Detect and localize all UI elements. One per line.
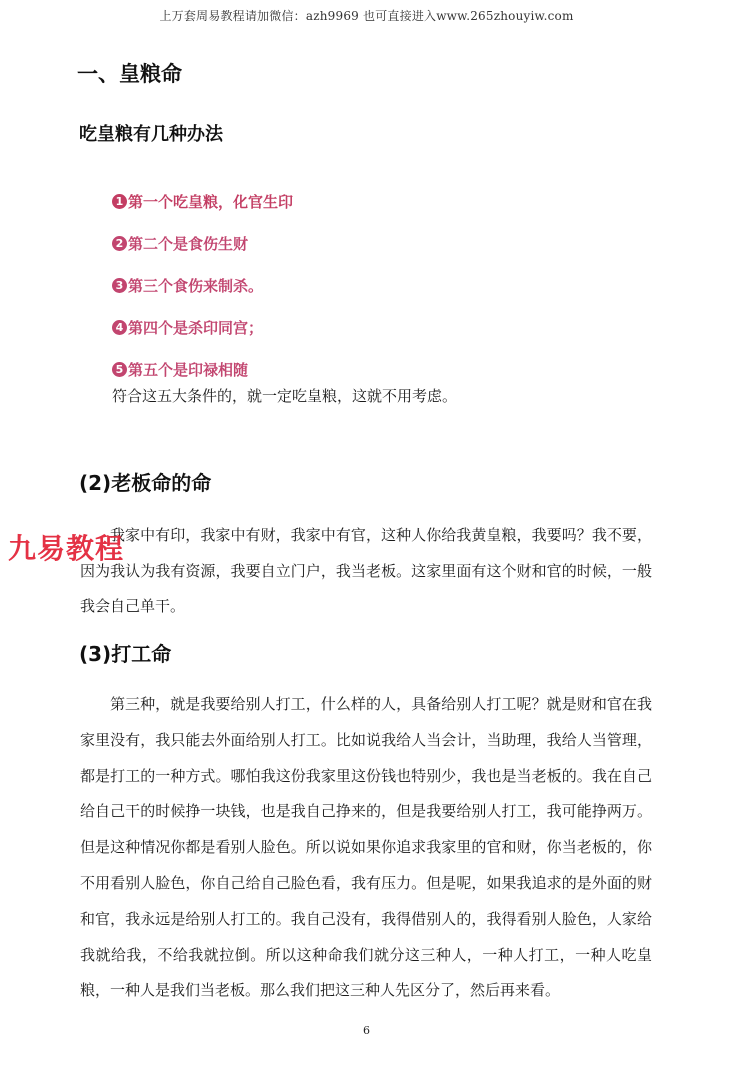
method-item: [112, 222, 293, 264]
circled-number-icon: 4: [112, 320, 127, 335]
section-heading-worker: (3)打工命: [79, 642, 172, 666]
watermark-logo: 九易教程: [8, 532, 125, 565]
method-text: 第一个吃皇粮，化官生印: [128, 192, 294, 211]
summary-text: 符合这五大条件的，就一定吃皇粮，这就不用考虑。: [112, 387, 458, 405]
circled-number-icon: 5: [112, 362, 127, 377]
chapter-heading: 一、皇粮命: [77, 62, 182, 86]
method-text: 第五个是印禄相随: [128, 360, 249, 379]
method-item: [112, 180, 293, 222]
circled-number-icon: 3: [112, 278, 127, 293]
page-number: 6: [363, 1024, 370, 1037]
method-text: 第二个是食伤生财: [128, 234, 249, 253]
top-banner: 上万套周易教程请加微信：azh9969 也可直接进入www.265zhouyiw.com: [159, 9, 574, 23]
section-heading-boss: (2)老板命的命: [79, 471, 212, 495]
section-body-worker: 第三种，就是我要给别人打工，什么样的人，具备给别人打工呢？就是财和官在我家里没有，我只能去外面给别人打工。比如说我给人当会计，当助理，我给人当管理，都是打工的一种方式。哪怕我这份我家里这份钱也特别少，我也是当老板的。我在自己给自己干的时候挣一块钱，也是我自己挣来的，但是我要给别人打工，我可能挣两万。但是这种情况你都是看别人脸色。所以说如果你追求我家里的官和财，你当老板的，你不用看别人脸色，你自己给自己脸色看，我有压力。但是呢，如果我追求的是外面的财和官，我永远是给别人打工的。我自己没有，我得借别人的，我得看别人脸色，人家给我就给我，不给我就拉倒。所以这种命我们就分这三种人，一种人打工，一种人吃皇粮，一种人是我们当老板。那么我们把这三种人先区分了，然后再来看。: [80, 695, 652, 1000]
circled-number-icon: 1: [112, 194, 127, 209]
method-text: 第四个是杀印同宫；: [128, 318, 264, 337]
method-item: [112, 306, 293, 348]
method-text: 第三个食伤来制杀。: [128, 276, 264, 295]
sub-heading: 吃皇粮有几种办法: [79, 124, 223, 145]
circled-number-icon: 2: [112, 236, 127, 251]
method-item: [112, 264, 293, 306]
section-body-boss: 我家中有印，我家中有财，我家中有官，这种人你给我黄皇粮，我要吗？我不要，因为我认为我有资源，我要自立门户，我当老板。这家里面有这个财和官的时候，一般我会自己单干。: [80, 526, 652, 616]
method-item: [112, 348, 293, 390]
methods-list: [112, 180, 293, 390]
